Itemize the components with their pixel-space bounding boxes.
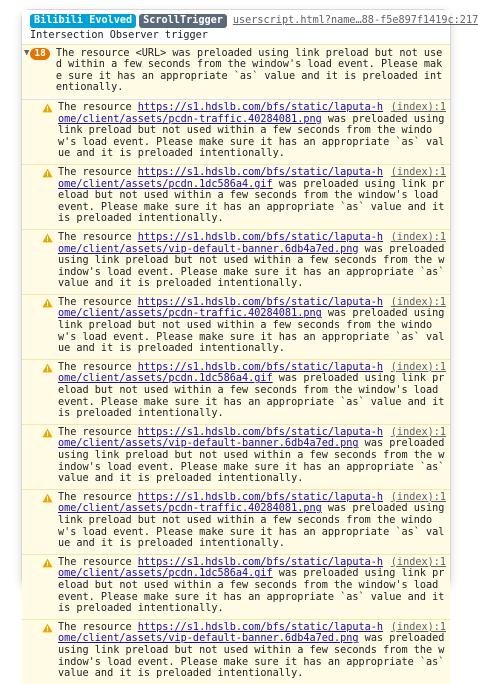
warning-prefix: The resource: [58, 231, 138, 243]
warning-row[interactable]: [22, 359, 450, 424]
resource-url-link[interactable]: https://s1.hdslb.com/bfs/static/laputa-home/client/assets/pcdn-traffic.40284081.png: [58, 101, 384, 125]
warning-triangle-icon: [42, 558, 53, 572]
warning-message: [58, 426, 451, 485]
warning-source-link[interactable]: (index):1: [390, 166, 446, 178]
warning-suffix: was preloaded using link preload but not used within a few seconds from the window's load event. Please make sure it has an appropriate `as` value and it is preloaded intentionally.: [58, 568, 451, 615]
warning-message: [58, 556, 451, 615]
warning-suffix: was preloaded using link preload but not used within a few seconds from the window's load event. Please make sure it has an appropriate `as` value and it is preloaded intentionally.: [58, 373, 451, 420]
warning-row[interactable]: [22, 489, 450, 554]
warning-triangle-icon: [42, 428, 53, 442]
group-message: The resource <URL> was preloaded using link preload but not used within a few seconds from the window's load event. Please make sure it has an appropriate `as` value and it is preloaded intentionally.: [55, 47, 443, 94]
warning-suffix: was preloaded using link preload but not used within a few seconds from the window's load event. Please make sure it has an appropriate `as` value and it is preloaded intentionally.: [58, 113, 451, 160]
header-source-link[interactable]: userscript.html?name…88-f5e897f1419c:217: [232, 15, 478, 27]
warning-source-link[interactable]: (index):1: [390, 361, 446, 373]
group-count-badge: 18: [30, 48, 49, 60]
warning-prefix: The resource: [58, 361, 138, 373]
warning-row[interactable]: [22, 294, 450, 359]
trigger-badge: ScrollTrigger: [139, 14, 227, 28]
warning-row[interactable]: [22, 229, 450, 294]
warning-triangle-icon: [42, 623, 53, 637]
warning-source-link[interactable]: (index):1: [390, 426, 446, 438]
resource-url-link[interactable]: https://s1.hdslb.com/bfs/static/laputa-home/client/assets/pcdn.1dc586a4.gif: [58, 166, 384, 190]
caret-down-icon: ▼: [24, 47, 30, 58]
warning-message: [58, 231, 451, 290]
warning-suffix: was preloaded using link preload but not used within a few seconds from the window's load event. Please make sure it has an appropriate `as` value and it is preloaded intentionally.: [58, 308, 451, 355]
warning-message: [58, 491, 451, 550]
resource-url-link[interactable]: https://s1.hdslb.com/bfs/static/laputa-home/client/assets/pcdn-traffic.40284081.png: [58, 296, 384, 320]
warning-triangle-icon: [42, 103, 53, 117]
warning-message: [58, 361, 451, 420]
warning-triangle-icon: [42, 298, 53, 312]
warning-prefix: The resource: [58, 296, 138, 308]
header-subtitle: Intersection Observer trigger: [30, 30, 208, 41]
warning-suffix: was preloaded using link preload but not used within a few seconds from the window's load event. Please make sure it has an appropriate `as` value and it is preloaded intentionally.: [58, 243, 451, 290]
warning-suffix: was preloaded using link preload but not used within a few seconds from the window's load event. Please make sure it has an appropriate `as` value and it is preloaded intentionally.: [58, 438, 451, 485]
warning-message: [58, 101, 451, 160]
resource-url-link[interactable]: https://s1.hdslb.com/bfs/static/laputa-home/client/assets/vip-default-banner.6db4a7ed.png: [58, 231, 384, 255]
warning-source-link[interactable]: (index):1: [390, 491, 446, 503]
resource-url-link[interactable]: https://s1.hdslb.com/bfs/static/laputa-home/client/assets/pcdn-traffic.40284081.png: [58, 491, 384, 515]
warning-source-link[interactable]: (index):1: [390, 621, 446, 633]
warning-prefix: The resource: [58, 491, 138, 503]
warning-prefix: The resource: [58, 556, 138, 568]
warning-row[interactable]: [22, 619, 450, 684]
console-group-header: [22, 10, 478, 44]
devtools-console-panel: [22, 10, 478, 680]
warning-triangle-icon: [42, 363, 53, 377]
warning-source-link[interactable]: (index):1: [390, 101, 446, 113]
warning-triangle-icon: [42, 233, 53, 247]
resource-url-link[interactable]: https://s1.hdslb.com/bfs/static/laputa-home/client/assets/vip-default-banner.6db4a7ed.png: [58, 426, 384, 450]
warning-row[interactable]: [22, 99, 450, 164]
resource-url-link[interactable]: https://s1.hdslb.com/bfs/static/laputa-home/client/assets/pcdn.1dc586a4.gif: [58, 556, 384, 580]
warning-row[interactable]: [22, 164, 450, 229]
warning-list: [22, 99, 450, 684]
warning-prefix: The resource: [58, 426, 138, 438]
group-toggle[interactable]: [24, 48, 50, 60]
warning-suffix: was preloaded using link preload but not used within a few seconds from the window's load event. Please make sure it has an appropriate `as` value and it is preloaded intentionally.: [58, 178, 451, 225]
warning-row[interactable]: [22, 554, 450, 619]
warning-source-link[interactable]: (index):1: [390, 556, 446, 568]
warning-prefix: The resource: [58, 101, 138, 113]
script-badge: Bilibili Evolved: [30, 14, 136, 28]
warning-group-row[interactable]: [22, 44, 450, 99]
warning-prefix: The resource: [58, 166, 138, 178]
warning-prefix: The resource: [58, 621, 138, 633]
warning-message: [58, 621, 451, 680]
warning-suffix: was preloaded using link preload but not used within a few seconds from the window's load event. Please make sure it has an appropriate `as` value and it is preloaded intentionally.: [58, 633, 451, 680]
resource-url-link[interactable]: https://s1.hdslb.com/bfs/static/laputa-home/client/assets/pcdn.1dc586a4.gif: [58, 361, 384, 385]
warning-row[interactable]: [22, 424, 450, 489]
warning-triangle-icon: [42, 168, 53, 182]
warning-message: [58, 166, 451, 225]
warning-source-link[interactable]: (index):1: [390, 231, 446, 243]
warning-source-link[interactable]: (index):1: [390, 296, 446, 308]
resource-url-link[interactable]: https://s1.hdslb.com/bfs/static/laputa-home/client/assets/vip-default-banner.6db4a7ed.png: [58, 621, 384, 645]
warning-message: [58, 296, 451, 355]
warning-triangle-icon: [42, 493, 53, 507]
warning-suffix: was preloaded using link preload but not used within a few seconds from the window's load event. Please make sure it has an appropriate `as` value and it is preloaded intentionally.: [58, 503, 451, 550]
